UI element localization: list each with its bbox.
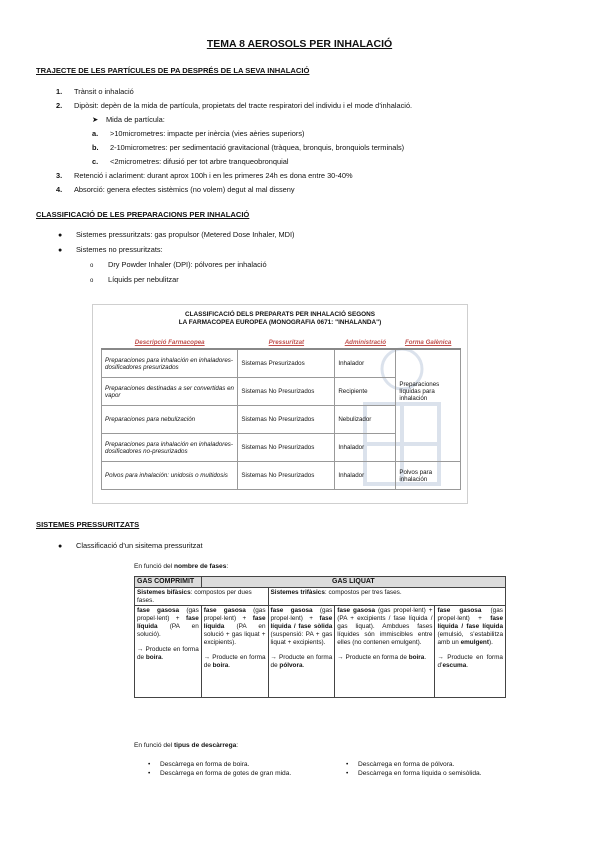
table-cell	[135, 587, 269, 606]
table-cell: Polvos para inhalación: unidosis o multidosis	[102, 462, 238, 490]
intro-text: :	[226, 563, 229, 570]
cell-bold: fase gasosa	[203, 607, 246, 615]
cell-text: .	[228, 661, 231, 669]
intro-text: En funció del	[134, 563, 174, 570]
column-header: GAS LIQUAT	[201, 577, 505, 588]
discharge-list-left	[148, 760, 308, 778]
table-cell	[335, 606, 435, 698]
list-text: Descàrrega en forma de pólvora.	[358, 761, 455, 768]
item-text: Dipòsit: depèn de la mida de partícula, propietats del tracte respiratori del individu i el mode d’inhalació.	[74, 101, 413, 110]
cell-bold: fase gasosa	[337, 607, 376, 615]
item-text: 2-10micrometres: per sedimentació gravitacional (tràquea, bronquis, bronquiols terminals)	[110, 143, 405, 152]
table-header-row	[135, 577, 506, 588]
table-cell: Inhalador	[335, 462, 396, 490]
list-item	[346, 769, 510, 778]
cell-text: (PA + excipients / fase líquida / gas liquat). Ambdues fases líquides són immiscibles entre elles (no contenen emulgent).	[337, 615, 433, 646]
cell-bold: Sistemes bifàsics	[137, 588, 191, 596]
intro-text: En funció del	[134, 742, 174, 749]
cell-bold: fase gasosa	[137, 607, 180, 615]
table-cell: Sistemas No Presurizados	[238, 378, 335, 406]
list-text: Descàrrega en forma de boira.	[160, 761, 250, 768]
discharge-intro	[134, 742, 238, 749]
column-header: Administració	[335, 337, 396, 349]
list-item	[148, 769, 308, 778]
table-caption	[93, 311, 467, 327]
table-cell	[268, 587, 505, 606]
table-row	[102, 349, 461, 378]
bullet-icon: •	[346, 770, 349, 777]
table-row	[102, 434, 461, 462]
item-number: 3.	[56, 171, 63, 180]
cell-bold: boira	[408, 654, 425, 662]
column-header: Descripció Farmacopea	[102, 337, 238, 349]
table-cell: Preparaciones para nebulización	[102, 406, 238, 434]
sub-list-item	[92, 157, 289, 166]
list-text: Descàrrega en forma de gotes de gran mida.	[160, 770, 292, 777]
cell-text: (gas propel·lent) +	[437, 607, 503, 623]
phase-intro	[134, 563, 228, 570]
item-number: 4.	[56, 185, 63, 194]
table-row	[135, 606, 506, 698]
list-item	[56, 87, 134, 96]
item-letter: c.	[92, 157, 99, 166]
cell-text: (gas propel·lent) +	[137, 607, 199, 623]
cell-bold: pólvora	[279, 661, 303, 669]
cell-text: → Producte en forma de	[203, 654, 266, 669]
cell-text: .	[161, 654, 164, 662]
cell-text: (PA en solució + gas liquat + excipients).	[203, 622, 266, 646]
cell-text: .	[302, 661, 305, 669]
cell-bold: fase líquida / fase líquida	[437, 615, 503, 630]
bullet-icon: •	[148, 770, 151, 777]
cell-text: ).	[488, 638, 493, 646]
section-heading-sistemes: SISTEMES PRESSURITZATS	[36, 520, 140, 529]
sub-bullet-item	[90, 275, 179, 286]
cell-bold: fase líquida	[203, 615, 266, 630]
bullet-icon: ●	[58, 543, 63, 550]
item-text: <2micrometres: difusió per tot arbre tranqueobronquial	[110, 157, 289, 166]
arrow-bullet-icon: ➤	[92, 115, 99, 124]
table-cell: Inhalador	[335, 434, 396, 462]
bullet-text: Sistemes no pressuritzats:	[76, 245, 163, 254]
bullet-text: Classificació d’un sisitema pressuritzat	[76, 541, 203, 550]
table-cell: Sistemas No Presurizados	[238, 434, 335, 462]
cell-text: (gas propel·lent) +	[270, 607, 333, 623]
intro-text: :	[236, 742, 239, 749]
list-item	[346, 760, 510, 769]
bullet-text: Sistemes pressuritzats: gas propulsor (Metered Dose Inhaler, MDI)	[76, 230, 295, 239]
intro-bold: tipus de descàrrega	[173, 742, 237, 749]
bullet-icon: •	[346, 761, 349, 768]
list-item	[148, 760, 308, 769]
sub-list-item	[92, 143, 404, 152]
circle-bullet-icon: o	[90, 278, 94, 284]
item-text: >10micrometres: impacte per inèrcia (vies aèries superiors)	[110, 129, 305, 138]
bullet-item	[58, 245, 163, 255]
discharge-list-right	[346, 760, 510, 778]
phase-table	[134, 576, 506, 698]
item-letter: a.	[92, 129, 99, 138]
cell-bold: boira	[145, 654, 162, 662]
bullet-text: Dry Powder Inhaler (DPI): pólvores per inhalació	[108, 260, 267, 269]
item-text: Retenció i aclariment: durant aprox 100h i en les primeres 24h es dona entre 30-40%	[74, 171, 353, 180]
item-text: Trànsit o inhalació	[74, 87, 134, 96]
table-row	[102, 378, 461, 406]
table-cell: Preparaciones para inhalación en inhaladores-dosificadores no-presurizados	[102, 434, 238, 462]
list-item	[56, 101, 412, 110]
table-cell: Preparaciones destinadas a ser convertidas en vapor	[102, 378, 238, 406]
cell-text: : compostos per tres fases.	[324, 588, 402, 596]
circle-bullet-icon: o	[90, 263, 94, 269]
classification-table	[101, 337, 461, 490]
table-cell	[396, 406, 461, 434]
bullet-icon: ●	[58, 232, 63, 239]
sub-bullet-item	[90, 260, 267, 271]
table-row	[135, 587, 506, 606]
cell-text: (PA en solució).	[137, 622, 199, 638]
table-cell	[201, 606, 268, 698]
item-text: Absorció: genera efectes sistèmics (no volem) degut al mal disseny	[74, 185, 295, 194]
column-header: Pressuritzat	[238, 337, 335, 349]
section-heading-trajecte: TRAJECTE DE LES PARTÍCULES DE PA DESPRÉS DE LA SEVA INHALACIÓ	[36, 66, 310, 75]
table-cell	[396, 434, 461, 462]
table-cell: Sistemas No Presurizados	[238, 462, 335, 490]
cell-text: → Producte en forma de	[270, 654, 333, 669]
caption-line: CLASSIFICACIÓ DELS PREPARATS PER INHALACIÓ SEGONS	[184, 311, 376, 318]
table-cell: Sistemas No Presurizados	[238, 406, 335, 434]
table-cell: Nebulizador	[335, 406, 396, 434]
caption-line: LA FARMACOPEA EUROPEA (MONOGRAFIA 0671: "INHALANDA")	[178, 319, 382, 326]
document-title: TEMA 8 AEROSOLS PER INHALACIÓ	[206, 38, 393, 50]
sub-list-item	[92, 129, 304, 138]
sub-heading-text: Mida de partícula:	[106, 115, 165, 124]
cell-text: .	[424, 654, 427, 662]
cell-text: (gas propel·lent) +	[203, 607, 266, 623]
cell-text: → Producte en forma de	[337, 654, 409, 662]
cell-bold: fase líquida / fase sòlida	[270, 615, 333, 630]
cell-bold: fase líquida	[137, 615, 199, 630]
table-cell: Recipiente	[335, 378, 396, 406]
pharmacopoeia-table-image	[92, 304, 468, 504]
intro-bold: nombre de fases	[173, 563, 227, 570]
cell-text: → Producte en forma de	[137, 646, 199, 662]
table-cell: Preparaciones para inhalación en inhaladores-dosificadores presurizados	[102, 349, 238, 378]
cell-text: .	[466, 661, 469, 669]
table-row	[102, 406, 461, 434]
column-header: Forma Galènica	[396, 337, 461, 349]
bullet-item	[58, 541, 203, 551]
cell-text: : compostos per dues fases.	[137, 588, 252, 604]
table-cell	[396, 349, 461, 378]
table-header-row	[102, 337, 461, 349]
list-item	[56, 171, 353, 180]
cell-text: (suspensió: PA + gas liquat + excipients).	[270, 630, 333, 646]
list-item	[56, 185, 295, 194]
cell-text: (emulsió, s’estabilitza amb un	[437, 630, 503, 646]
cell-bold: Sistemes trifàsics	[270, 588, 325, 596]
table-cell: Inhalador	[335, 349, 396, 378]
column-header: GAS COMPRIMIT	[135, 577, 202, 588]
table-cell	[268, 606, 335, 698]
item-number: 1.	[56, 87, 63, 96]
cell-text: → Producte en forma d’	[437, 654, 503, 669]
table-cell: Polvos para inhalación	[396, 462, 461, 490]
bullet-icon: •	[148, 761, 151, 768]
cell-bold: fase gasosa	[437, 607, 482, 615]
list-text: Descàrrega en forma líquida o semisòlida.	[358, 770, 482, 777]
table-cell: Preparaciones líquidas para inhalación	[396, 378, 461, 406]
table-cell	[135, 606, 202, 698]
table-cell	[435, 606, 506, 698]
cell-text: (gas propel·lent) +	[375, 607, 433, 615]
bullet-item	[58, 230, 295, 240]
bullet-icon: ●	[58, 247, 63, 254]
cell-bold: fase gasosa	[270, 607, 313, 615]
item-number: 2.	[56, 101, 63, 110]
cell-bold: boira	[212, 661, 229, 669]
section-heading-classificacio: CLASSIFICACIÓ DE LES PREPARACIONS PER INHALACIÓ	[36, 210, 250, 219]
bullet-text: Líquids per nebulitzar	[108, 275, 179, 284]
cell-bold: emulgent	[460, 638, 489, 646]
cell-bold: escuma	[442, 661, 467, 669]
table-row	[102, 462, 461, 490]
sub-heading	[92, 115, 165, 124]
item-letter: b.	[92, 143, 99, 152]
table-cell: Sistemas Presurizados	[238, 349, 335, 378]
